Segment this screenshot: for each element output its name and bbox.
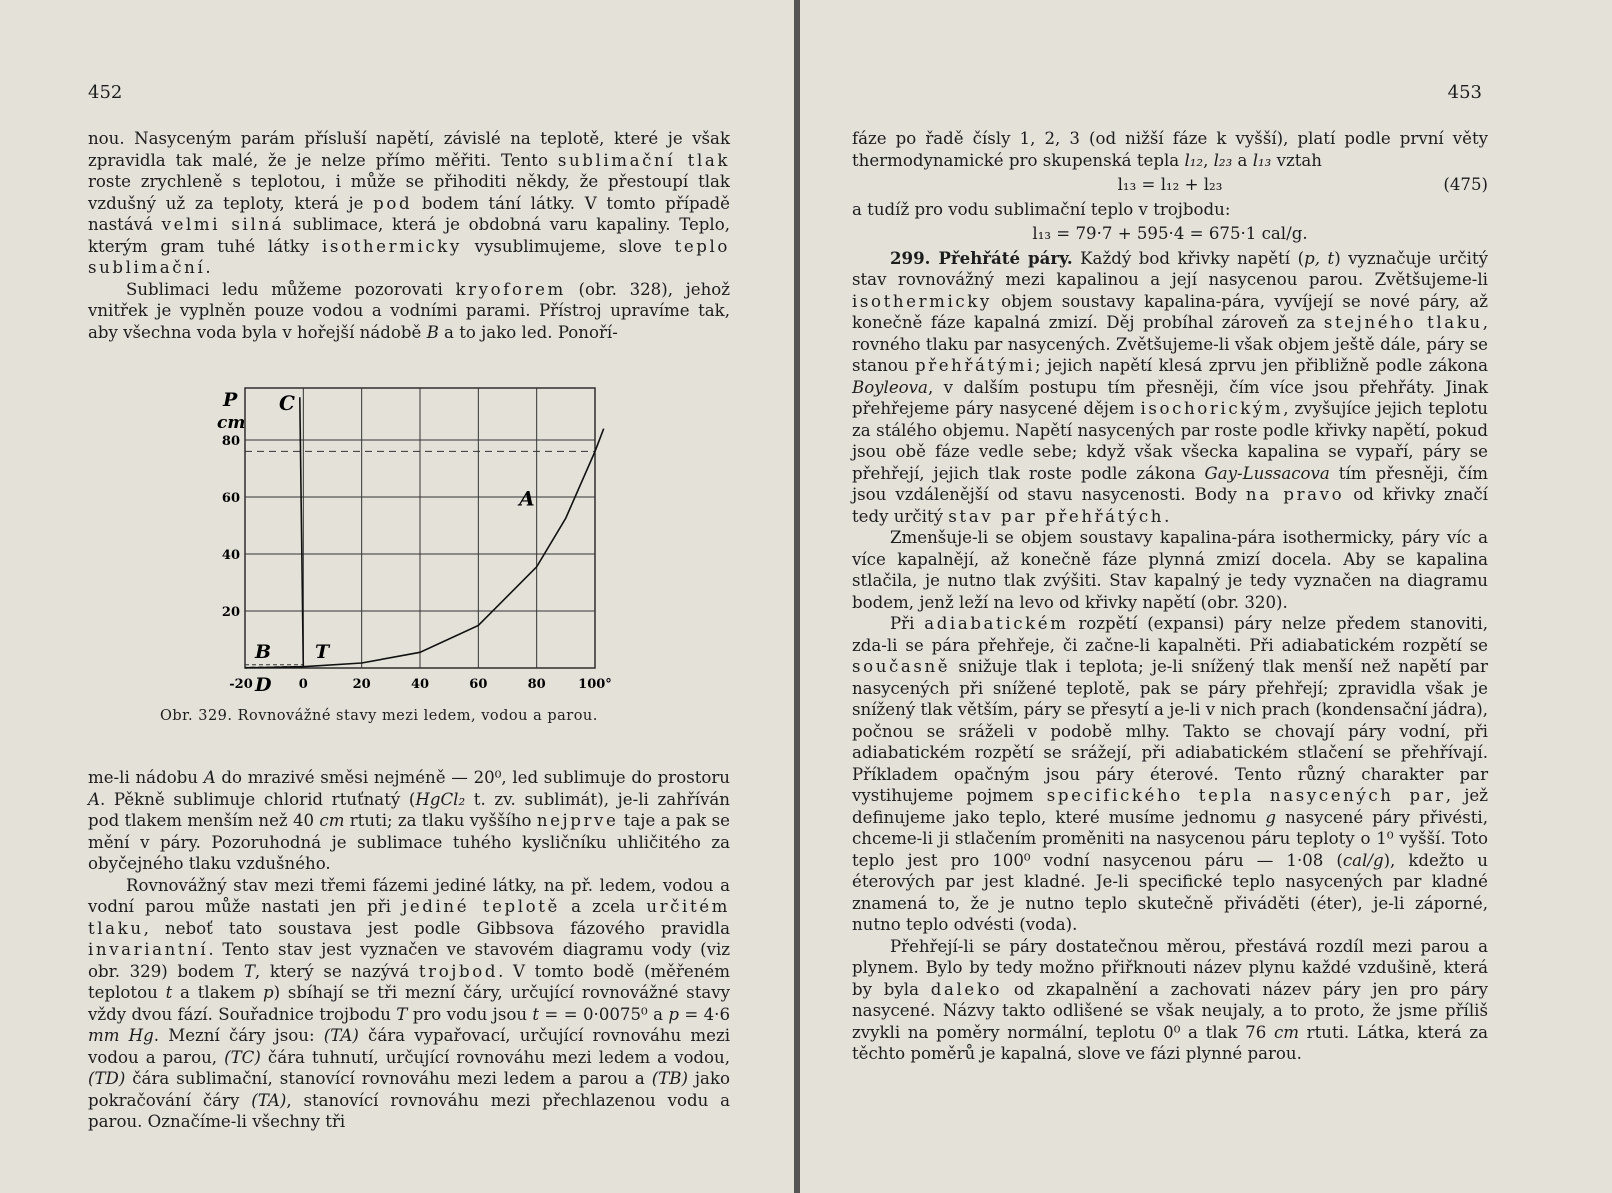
equation: l₁₃ = l₁₂ + l₂₃	[1117, 175, 1223, 194]
paragraph: Při adiabatickém rozpětí (expansi) páry nelze předem stanoviti, zda-li se pára přehřeje, či začne-li kapalněti. Při adiabatickém rozpětí se současně snižuje tlak i teplota; je-li snížený tlak menší než napětí par nasycených při snížené teplotě, pak se páry přehřejí; zpravidla však je snížený tlak větším, páry se přesytí a je-li v nich prach (kondensační jádra), počnou se sráželi v podobě mlhy. Takto se chovají páry vodní, při adiabatickém rozpětí se srážejí, při adiabatickém stlačení se přehřívají. Příkladem opačným jsou páry éterové. Tento různý charakter par vystihujeme pojmem specifického tepla nasycených par, jež definujeme jako teplo, které musíme jednomu g nasycené páry přivésti, chceme-li ji stlačením proměniti na nasycenou páru teploty o 1⁰ vyšší. Toto teplo jest pro 100⁰ vodní nasycenou páru — 1·08 (cal/g), kdežto u éterových par jest kladné. Je-li specifické teplo nasycených par kladné znamená to, že je nutno teplo skutečně přiváděti (éter), je-li záporné, nutno teplo odvésti (voda).	[852, 614, 1488, 934]
point-label-b: B	[255, 641, 272, 663]
equation-number: (475)	[1443, 175, 1488, 194]
x-tick-label: -20	[229, 677, 253, 692]
paragraph: nou. Nasyceným parám přísluší napětí, závislé na teplotě, které je však zpravidla tak malé, že je nelze přímo měřiti. Tento sublimační tlak roste zrychleně s teplotou, i může se přihoditi někdy, že přestoupí tlak vzdušný už za teploty, která je pod bodem tání látky. V tomto případě nastává velmi silná sublimace, která je obdobná varu kapaliny. Teplo, kterým gram tuhé látky isothermicky vysublimujeme, slove teplo sublimační.	[88, 129, 730, 277]
y-axis-symbol: P	[223, 389, 238, 411]
section-paragraph: 299. Přehřáté páry. Každý bod křivky napětí (p, t) vyznačuje určitý stav rovnovážný mezi kapalinou a její nasycenou parou. Zvětšujeme-li isothermicky objem soustavy kapalina-pára, vyvíjejí se nové páry, až konečně fáze kapalná zmizí. Děj probíhal zároveň za stejného tlaku, rovného tlaku par nasycených. Zvětšujeme-li však objem ještě dále, páry se stanou přehřátými; jejich napětí klesá zprvu jen přibližně podle zákona Boyleova, v dalším postupu tím přesněji, čím více jsou přehřáty. Jinak přehřejeme páry nasycené dějem isochorickým, zvyšujíce jejich teplotu za stálého objemu. Napětí nasycených par roste podle křivky napětí, pokud jsou obě fáze vedle sebe; když však všecka kapalina se vypaří, páry se přehřejí, jejich tlak roste podle zákona Gay-Lussacova tím přesněji, čím jsou vzdálenější od stavu nasycenosti. Body na pravo od křivky značí tedy určitý stav par přehřátých.	[852, 247, 1488, 526]
point-label-d: D	[255, 674, 272, 696]
paragraph: me-li nádobu A do mrazivé směsi nejméně — 20⁰, led sublimuje do prostoru A. Pěkně sublimuje chlorid rtuťnatý (HgCl₂ t. zv. sublimát), je-li zahříván pod tlakem menším než 40 cm rtuti; za tlaku vyššího nejprve taje a pak se mění v páry. Pozoruhodná je sublimace tuhého kysličníku uhličitého za obyčejného tlaku vzdušného.	[88, 768, 730, 873]
paragraph: a tudíž pro vodu sublimační teplo v trojbodu:	[852, 199, 1231, 219]
page-number: 452	[88, 82, 123, 103]
y-axis-unit: cm	[217, 413, 246, 433]
equation-475	[852, 174, 1488, 196]
series-line-tc	[300, 397, 304, 666]
x-tick-label: 80	[527, 677, 546, 692]
paragraph: Přehřejí-li se páry dostatečnou měrou, přestává rozdíl mezi parou a plynem. Bylo by tedy možno přiřknouti název plynu každé vzdušině, která by byla daleko od zkapalnění a zachovati název páry jen pro páry nasycené. Názvy takto odlišené se však neujaly, a to proto, že jsme příliš zvykli na poměry normální, teplotu 0⁰ a tlak 76 cm rtuti. Látka, která za těchto poměrů je kapalná, slove ve fázi plynné parou.	[852, 936, 1489, 1063]
paragraph: Zmenšuje-li se objem soustavy kapalina-pára isothermicky, páry víc a více kapalnějí, až konečně fáze plynná zmizí docela. Aby se kapalina stlačila, je nutno tlak zvýšiti. Stav kapalný je tedy vyznačen na diagramu bodem, jenž leží na levo od křivky napětí (obr. 320).	[852, 528, 1488, 612]
paragraph: fáze po řadě čísly 1, 2, 3 (od nižší fáze k vyšší), platí podle první věty thermodynamické pro skupenská tepla l₁₂, l₂₃ a l₁₃ vztah	[852, 129, 1488, 170]
left-page	[0, 0, 794, 1193]
x-tick-label: 20	[352, 677, 371, 692]
page-number: 453	[1447, 82, 1482, 103]
y-tick-label: 40	[221, 548, 240, 563]
point-label-c: C	[279, 391, 295, 415]
paragraph: Rovnovážný stav mezi třemi fázemi jediné látky, na př. ledem, vodou a vodní parou může nastati jen při jediné teplotě a zcela určitém tlaku, neboť tato soustava jest podle Gibbsova fázového pravidla invariantní. Tento stav jest vyznačen ve stavovém diagramu vody (viz obr. 329) bodem T, který se nazývá trojbod. V tomto bodě (měřeném teplotou t a tlakem p) sbíhají se tři mezní čáry, určující rovnovážné stavy vždy dvou fází. Souřadnice trojbodu T pro vodu jsou t = = 0·0075⁰ a p = 4·6 mm Hg. Mezní čáry jsou: (TA) čára vypařovací, určující rovnováhu mezi vodou a parou, (TC) čára tuhnutí, určující rovnováhu mezi ledem a vodou, (TD) čára sublimační, stanovící rovnováhu mezi ledem a parou a (TB) jako pokračování čáry (TA), stanovící rovnováhu mezi přechlazenou vodu a parou. Označíme-li všechny tři	[88, 875, 731, 1131]
x-tick-label: 100°	[578, 677, 612, 692]
point-label-t: T	[315, 641, 330, 663]
point-label-a: A	[519, 486, 535, 511]
y-tick-label: 60	[221, 491, 240, 506]
y-tick-label: 20	[221, 605, 240, 620]
right-page	[800, 0, 1612, 1193]
section-heading: 299. Přehřáté páry.	[890, 247, 1073, 268]
left-top-text	[88, 128, 730, 343]
paragraph: Sublimaci ledu můžeme pozorovati kryoforem (obr. 328), jehož vnitřek je vyplněn pouze vodou a vodními parami. Přístroj upravíme tak, aby všechna voda byla v hořejší nádobě B a to jako led. Ponoří-	[88, 279, 730, 342]
series-line-ta	[303, 429, 603, 667]
y-tick-label: 80	[221, 434, 240, 449]
figure-phase-diagram	[218, 383, 618, 703]
phase-diagram-chart	[218, 383, 618, 703]
left-bottom-text	[88, 767, 730, 1133]
x-tick-label: 0	[298, 677, 308, 692]
x-tick-label: 40	[410, 677, 430, 692]
right-text	[852, 128, 1488, 1065]
x-tick-label: 60	[469, 677, 488, 692]
equation: l₁₃ = 79·7 + 595·4 = 675·1 cal/g.	[1032, 224, 1308, 243]
figure-caption: Obr. 329. Rovnovážné stavy mezi ledem, vodou a parou.	[160, 708, 598, 724]
